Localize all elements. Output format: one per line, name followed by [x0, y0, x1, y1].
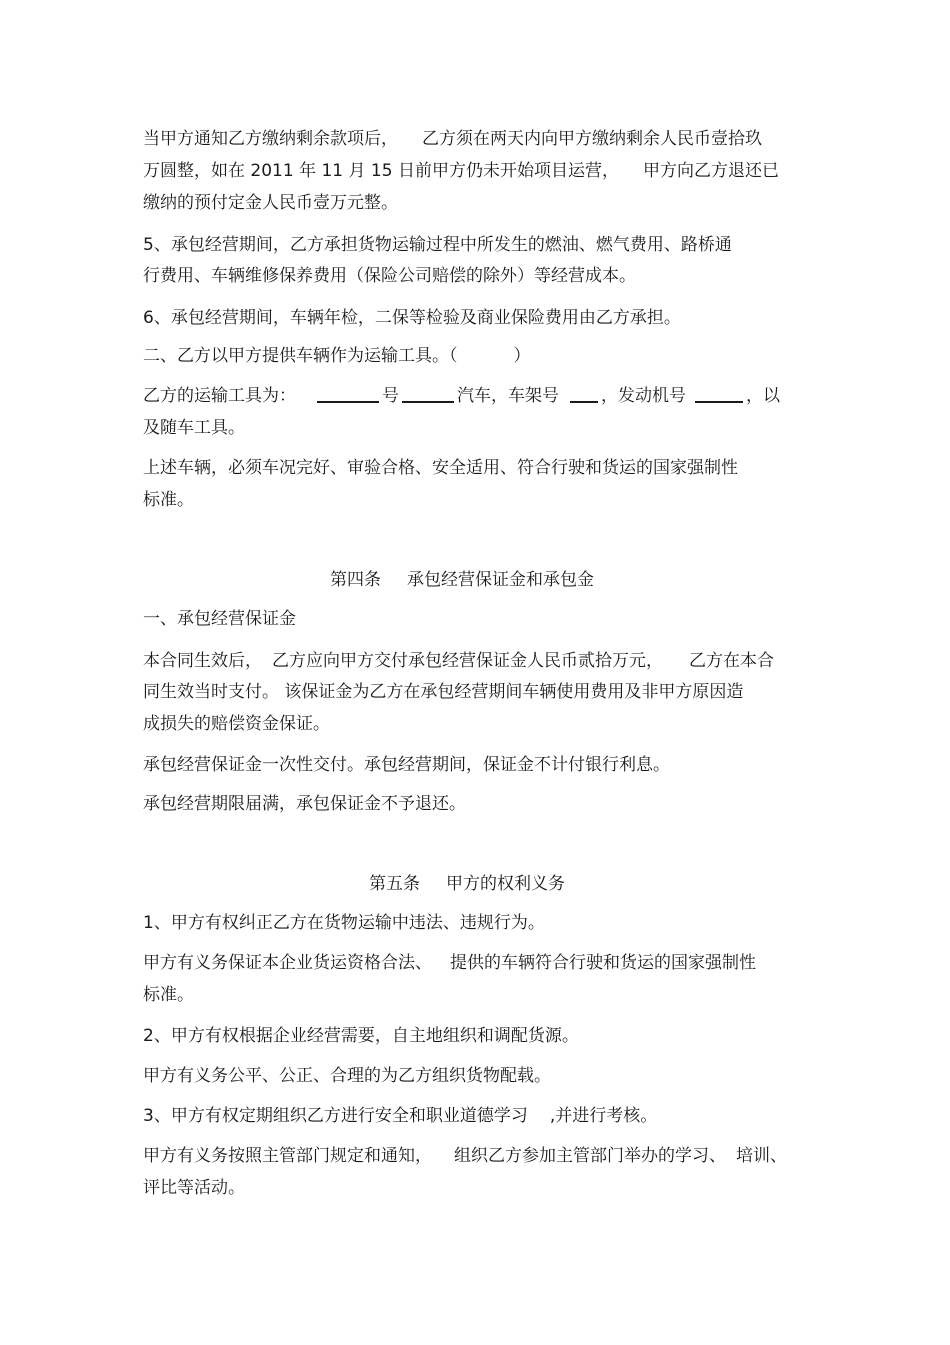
- requirement-line-2: 标准。: [143, 490, 194, 510]
- article-title: 承包经营保证金和承包金: [407, 570, 594, 590]
- article4-p1-line-1: [143, 649, 774, 673]
- text: 提供的车辆符合行驶和货运的国家强制性: [450, 953, 756, 973]
- vehicle-line-2: 及随车工具。: [143, 418, 245, 438]
- article5-right-2: 2、甲方有权根据企业经营需要，自主地组织和调配货源。: [143, 1026, 579, 1046]
- item5-line-2: 行费用、车辆维修保养费用（保险公司赔偿的除外）等经营成本。: [143, 266, 636, 286]
- text: 乙方须在两天内向甲方缴纳剩余人民币壹拾玖: [422, 129, 762, 149]
- text: 汽车，车架号: [457, 386, 559, 406]
- article5-duty-1-line-1: [143, 951, 756, 975]
- article5-duty-3-line-2: 评比等活动。: [143, 1178, 245, 1198]
- text: 万圆整，如在 2011 年 11 月 15 日前甲方仍未开始项目运营，: [143, 161, 619, 181]
- plate-blank: [317, 385, 379, 403]
- payment-line-1: [143, 127, 762, 151]
- article5-duty-2: 甲方有义务公平、公正、合理的为乙方组织货物配载。: [143, 1066, 551, 1086]
- requirement-line-1: 上述车辆，必须车况完好、审验合格、安全适用、符合行驶和货运的国家强制性: [143, 458, 738, 478]
- article4-p1-line-3: 成损失的赔偿资金保证。: [143, 714, 330, 734]
- item6-line-1: 6、承包经营期间，车辆年检，二保等检验及商业保险费用由乙方承担。: [143, 308, 681, 328]
- text: 本合同生效后，: [143, 651, 262, 671]
- text: ，发动机号: [601, 386, 686, 406]
- payment-line-3: 缴纳的预付定金人民币壹万元整。: [143, 193, 398, 213]
- article5-duty-3-line-1: [143, 1144, 787, 1168]
- text: ,并进行考核。: [549, 1106, 658, 1126]
- text: ）: [513, 346, 531, 366]
- article5-heading: [369, 872, 565, 896]
- text: 号: [382, 386, 399, 406]
- text: 二、乙方以甲方提供车辆作为运输工具。（: [143, 346, 458, 366]
- article-number: 第四条: [330, 570, 381, 590]
- vehicle-line-1: [143, 384, 780, 408]
- article4-subheading: 一、承包经营保证金: [143, 609, 296, 629]
- article-title: 甲方的权利义务: [446, 874, 565, 894]
- article5-right-1: 1、甲方有权纠正乙方在货物运输中违法、违规行为。: [143, 913, 545, 933]
- engine-number-blank: [695, 385, 743, 403]
- frame-number-blank: [570, 385, 598, 403]
- text: 乙方在本合: [689, 651, 774, 671]
- text: 乙方应向甲方交付承包经营保证金人民币贰拾万元，: [272, 651, 663, 671]
- text: 当甲方通知乙方缴纳剩余款项后，: [143, 129, 398, 149]
- payment-line-2: [143, 159, 779, 183]
- article4-heading: [330, 568, 594, 592]
- text: 乙方的运输工具为：: [143, 386, 296, 406]
- article4-p1-line-2: 同生效当时支付。 该保证金为乙方在承包经营期间车辆使用费用及非甲方原因造: [143, 682, 744, 702]
- text: 组织乙方参加主管部门举办的学习、: [454, 1146, 726, 1166]
- article-number: 第五条: [369, 874, 420, 894]
- article4-p2: 承包经营保证金一次性交付。承包经营期间，保证金不计付银行利息。: [143, 755, 670, 775]
- text: 甲方向乙方退还已: [642, 161, 779, 181]
- model-blank: [402, 385, 454, 403]
- text: ，以: [746, 386, 780, 406]
- text: 培训、: [736, 1146, 787, 1166]
- text: 3、甲方有权定期组织乙方进行安全和职业道德学习: [143, 1106, 528, 1126]
- section2-title: [143, 344, 531, 368]
- item5-line-1: 5、承包经营期间，乙方承担货物运输过程中所发生的燃油、燃气费用、路桥通: [143, 235, 732, 255]
- article5-right-3: [143, 1104, 657, 1128]
- article4-p3: 承包经营期限届满，承包保证金不予退还。: [143, 794, 466, 814]
- article5-duty-1-line-2: 标准。: [143, 985, 194, 1005]
- text: 甲方有义务保证本企业货运资格合法、: [143, 953, 432, 973]
- text: 甲方有义务按照主管部门规定和通知，: [143, 1146, 432, 1166]
